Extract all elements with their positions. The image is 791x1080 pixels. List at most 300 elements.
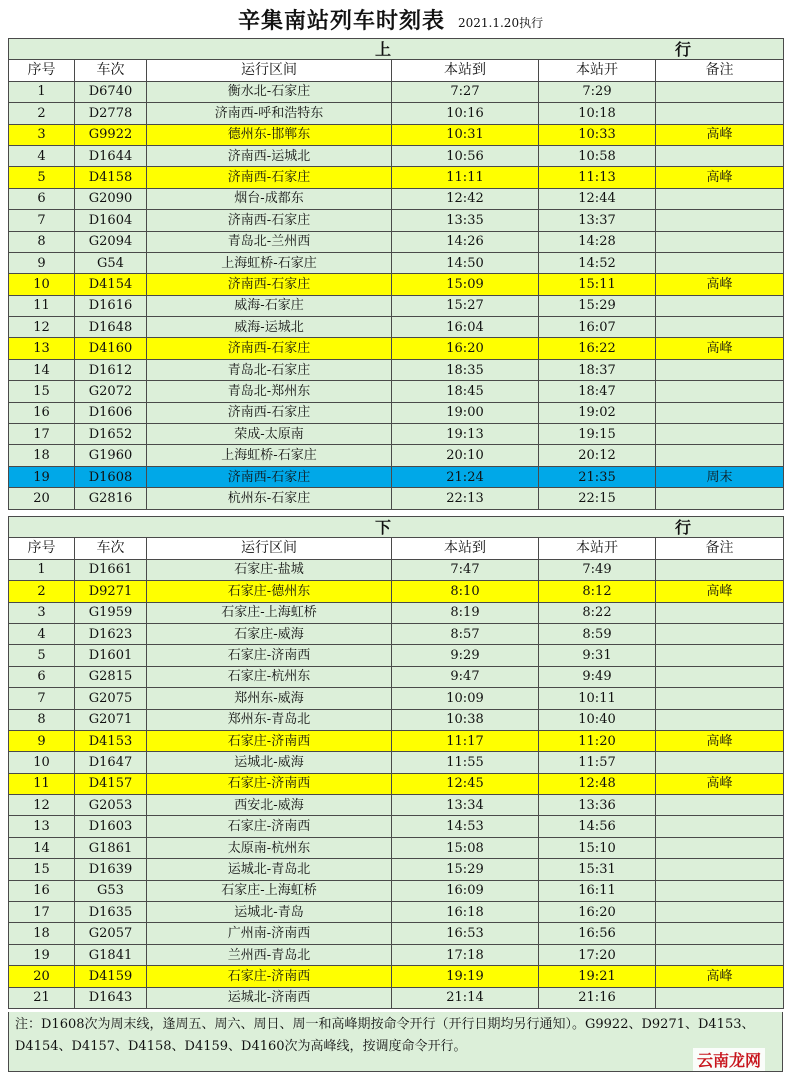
direction-char-1: 下 — [374, 517, 391, 537]
col-header-arrive: 本站到 — [392, 60, 539, 81]
col-header-train: 车次 — [75, 60, 147, 81]
cell-depart: 10:58 — [539, 145, 656, 166]
col-header-arrive: 本站到 — [392, 538, 539, 559]
cell-train: D1616 — [75, 295, 147, 316]
cell-train: D1643 — [75, 987, 147, 1008]
cell-train: G2057 — [75, 923, 147, 944]
cell-route: 运城北-济南西 — [147, 987, 392, 1008]
table-row — [9, 837, 784, 858]
cell-no: 19 — [9, 944, 75, 965]
cell-train: D9271 — [75, 581, 147, 602]
cell-depart: 13:36 — [539, 795, 656, 816]
cell-remark — [656, 837, 784, 858]
cell-arrive: 12:45 — [392, 773, 539, 794]
table-row — [9, 816, 784, 837]
cell-route: 济南西-石家庄 — [147, 402, 392, 423]
cell-depart: 11:13 — [539, 167, 656, 188]
cell-no: 7 — [9, 688, 75, 709]
cell-arrive: 18:35 — [392, 359, 539, 380]
effective-date: 2021.1.20执行 — [458, 16, 544, 30]
cell-no: 6 — [9, 666, 75, 687]
cell-train: D1647 — [75, 752, 147, 773]
cell-arrive: 16:20 — [392, 338, 539, 359]
cell-train: G2072 — [75, 381, 147, 402]
cell-depart: 7:49 — [539, 559, 656, 580]
cell-arrive: 21:24 — [392, 466, 539, 487]
cell-no: 14 — [9, 837, 75, 858]
cell-depart: 22:15 — [539, 488, 656, 509]
table-row — [9, 880, 784, 901]
cell-no: 9 — [9, 730, 75, 751]
cell-depart: 16:22 — [539, 338, 656, 359]
cell-no: 10 — [9, 752, 75, 773]
col-header-route: 运行区间 — [147, 538, 392, 559]
cell-remark: 高峰 — [656, 124, 784, 145]
cell-no: 17 — [9, 902, 75, 923]
cell-route: 济南西-石家庄 — [147, 466, 392, 487]
cell-route: 石家庄-济南西 — [147, 966, 392, 987]
cell-train: G1959 — [75, 602, 147, 623]
cell-remark — [656, 752, 784, 773]
cell-route: 石家庄-济南西 — [147, 816, 392, 837]
table-row — [9, 103, 784, 124]
table-row — [9, 424, 784, 445]
cell-depart: 15:10 — [539, 837, 656, 858]
table-row — [9, 381, 784, 402]
cell-no: 15 — [9, 859, 75, 880]
cell-train: D1648 — [75, 317, 147, 338]
cell-depart: 8:22 — [539, 602, 656, 623]
cell-depart: 10:18 — [539, 103, 656, 124]
cell-depart: 19:02 — [539, 402, 656, 423]
cell-depart: 18:37 — [539, 359, 656, 380]
direction-char-1: 上 — [374, 39, 391, 59]
cell-remark: 高峰 — [656, 966, 784, 987]
cell-arrive: 11:55 — [392, 752, 539, 773]
cell-train: D1639 — [75, 859, 147, 880]
cell-arrive: 15:09 — [392, 274, 539, 295]
cell-remark — [656, 252, 784, 273]
cell-no: 16 — [9, 402, 75, 423]
cell-arrive: 15:29 — [392, 859, 539, 880]
cell-remark — [656, 688, 784, 709]
cell-route: 西安北-威海 — [147, 795, 392, 816]
cell-train: D4153 — [75, 730, 147, 751]
cell-no: 12 — [9, 795, 75, 816]
cell-depart: 9:31 — [539, 645, 656, 666]
cell-route: 青岛北-郑州东 — [147, 381, 392, 402]
cell-no: 2 — [9, 103, 75, 124]
cell-arrive: 8:10 — [392, 581, 539, 602]
cell-no: 11 — [9, 773, 75, 794]
table-row — [9, 210, 784, 231]
cell-no: 20 — [9, 966, 75, 987]
cell-no: 17 — [9, 424, 75, 445]
direction-label — [9, 517, 784, 538]
cell-train: D1661 — [75, 559, 147, 580]
cell-no: 21 — [9, 987, 75, 1008]
cell-depart: 9:49 — [539, 666, 656, 687]
cell-arrive: 12:42 — [392, 188, 539, 209]
col-header-no: 序号 — [9, 60, 75, 81]
cell-remark — [656, 81, 784, 102]
cell-arrive: 21:14 — [392, 987, 539, 1008]
cell-remark — [656, 381, 784, 402]
col-header-remark: 备注 — [656, 60, 784, 81]
table-row — [9, 274, 784, 295]
table-row — [9, 581, 784, 602]
cell-route: 烟台-成都东 — [147, 188, 392, 209]
table-row — [9, 338, 784, 359]
cell-route: 石家庄-上海虹桥 — [147, 602, 392, 623]
cell-remark: 高峰 — [656, 730, 784, 751]
cell-depart: 21:35 — [539, 466, 656, 487]
cell-arrive: 16:53 — [392, 923, 539, 944]
watermark-logo: 云南龙网 — [693, 1048, 765, 1071]
cell-no: 9 — [9, 252, 75, 273]
cell-depart: 16:11 — [539, 880, 656, 901]
cell-no: 1 — [9, 81, 75, 102]
cell-remark — [656, 902, 784, 923]
cell-no: 16 — [9, 880, 75, 901]
cell-arrive: 9:29 — [392, 645, 539, 666]
table-row — [9, 231, 784, 252]
cell-depart: 15:31 — [539, 859, 656, 880]
cell-no: 8 — [9, 231, 75, 252]
cell-route: 上海虹桥-石家庄 — [147, 252, 392, 273]
table-row — [9, 602, 784, 623]
cell-no: 12 — [9, 317, 75, 338]
cell-arrive: 8:57 — [392, 623, 539, 644]
cell-remark — [656, 645, 784, 666]
cell-train: D4160 — [75, 338, 147, 359]
cell-no: 6 — [9, 188, 75, 209]
cell-depart: 8:12 — [539, 581, 656, 602]
cell-remark — [656, 602, 784, 623]
cell-depart: 17:20 — [539, 944, 656, 965]
cell-arrive: 8:19 — [392, 602, 539, 623]
cell-remark — [656, 445, 784, 466]
table-row — [9, 188, 784, 209]
cell-no: 5 — [9, 645, 75, 666]
table-row — [9, 966, 784, 987]
title-row — [0, 0, 791, 38]
cell-depart: 16:56 — [539, 923, 656, 944]
cell-remark: 高峰 — [656, 773, 784, 794]
down-direction-table — [8, 516, 784, 1009]
cell-arrive: 19:00 — [392, 402, 539, 423]
cell-depart: 14:28 — [539, 231, 656, 252]
cell-depart: 18:47 — [539, 381, 656, 402]
cell-depart: 14:56 — [539, 816, 656, 837]
cell-train: G9922 — [75, 124, 147, 145]
cell-route: 济南西-石家庄 — [147, 274, 392, 295]
cell-arrive: 14:53 — [392, 816, 539, 837]
cell-no: 7 — [9, 210, 75, 231]
cell-arrive: 7:47 — [392, 559, 539, 580]
cell-depart: 15:29 — [539, 295, 656, 316]
direction-header-up — [9, 39, 784, 60]
cell-no: 2 — [9, 581, 75, 602]
cell-train: D1623 — [75, 623, 147, 644]
cell-arrive: 18:45 — [392, 381, 539, 402]
cell-remark: 高峰 — [656, 581, 784, 602]
cell-depart: 20:12 — [539, 445, 656, 466]
cell-no: 20 — [9, 488, 75, 509]
table-row — [9, 81, 784, 102]
col-header-route: 运行区间 — [147, 60, 392, 81]
table-row — [9, 795, 784, 816]
cell-arrive: 13:35 — [392, 210, 539, 231]
cell-remark — [656, 559, 784, 580]
cell-no: 8 — [9, 709, 75, 730]
cell-train: D1601 — [75, 645, 147, 666]
cell-remark — [656, 666, 784, 687]
cell-arrive: 15:08 — [392, 837, 539, 858]
cell-no: 15 — [9, 381, 75, 402]
table-row — [9, 666, 784, 687]
cell-depart: 16:07 — [539, 317, 656, 338]
cell-depart: 16:20 — [539, 902, 656, 923]
cell-route: 石家庄-盐城 — [147, 559, 392, 580]
cell-route: 济南西-石家庄 — [147, 338, 392, 359]
table-row — [9, 944, 784, 965]
direction-char-2: 行 — [674, 39, 691, 59]
cell-route: 济南西-呼和浩特东 — [147, 103, 392, 124]
cell-route: 石家庄-威海 — [147, 623, 392, 644]
cell-route: 德州东-邯郸东 — [147, 124, 392, 145]
cell-no: 13 — [9, 816, 75, 837]
cell-route: 济南西-石家庄 — [147, 167, 392, 188]
cell-arrive: 19:13 — [392, 424, 539, 445]
cell-train: D6740 — [75, 81, 147, 102]
cell-remark — [656, 424, 784, 445]
cell-remark: 高峰 — [656, 338, 784, 359]
cell-no: 19 — [9, 466, 75, 487]
cell-train: G2094 — [75, 231, 147, 252]
cell-remark — [656, 880, 784, 901]
cell-train: G1960 — [75, 445, 147, 466]
cell-depart: 10:40 — [539, 709, 656, 730]
cell-arrive: 20:10 — [392, 445, 539, 466]
cell-arrive: 22:13 — [392, 488, 539, 509]
cell-route: 荣成-太原南 — [147, 424, 392, 445]
cell-depart: 10:11 — [539, 688, 656, 709]
direction-char-2: 行 — [674, 517, 691, 537]
cell-remark: 周末 — [656, 466, 784, 487]
cell-train: D1612 — [75, 359, 147, 380]
cell-route: 太原南-杭州东 — [147, 837, 392, 858]
cell-train: D4159 — [75, 966, 147, 987]
col-header-remark: 备注 — [656, 538, 784, 559]
cell-no: 3 — [9, 602, 75, 623]
cell-arrive: 10:09 — [392, 688, 539, 709]
cell-train: G2053 — [75, 795, 147, 816]
table-row — [9, 317, 784, 338]
cell-depart: 14:52 — [539, 252, 656, 273]
column-header-row — [9, 538, 784, 559]
cell-train: G1841 — [75, 944, 147, 965]
cell-route: 广州南-济南西 — [147, 923, 392, 944]
cell-remark — [656, 188, 784, 209]
cell-depart: 21:16 — [539, 987, 656, 1008]
cell-train: D1644 — [75, 145, 147, 166]
cell-route: 威海-石家庄 — [147, 295, 392, 316]
cell-train: G53 — [75, 880, 147, 901]
cell-route: 衡水北-石家庄 — [147, 81, 392, 102]
cell-route: 青岛北-石家庄 — [147, 359, 392, 380]
table-row — [9, 773, 784, 794]
table-row — [9, 295, 784, 316]
cell-train: D4154 — [75, 274, 147, 295]
cell-train: G2815 — [75, 666, 147, 687]
up-table-body — [9, 39, 784, 510]
cell-route: 济南西-石家庄 — [147, 210, 392, 231]
cell-remark — [656, 944, 784, 965]
table-row — [9, 445, 784, 466]
cell-remark: 高峰 — [656, 274, 784, 295]
cell-no: 18 — [9, 445, 75, 466]
cell-depart: 8:59 — [539, 623, 656, 644]
cell-route: 运城北-青岛 — [147, 902, 392, 923]
cell-depart: 19:21 — [539, 966, 656, 987]
cell-route: 杭州东-石家庄 — [147, 488, 392, 509]
cell-train: G2816 — [75, 488, 147, 509]
cell-train: D1603 — [75, 816, 147, 837]
cell-train: D1604 — [75, 210, 147, 231]
cell-depart: 19:15 — [539, 424, 656, 445]
cell-remark — [656, 859, 784, 880]
cell-arrive: 11:11 — [392, 167, 539, 188]
cell-no: 14 — [9, 359, 75, 380]
cell-depart: 12:44 — [539, 188, 656, 209]
footnote: 注：D1608次为周末线，逢周五、周六、周日、周一和高峰期按命令开行（开行日期均另行通知）。G9922、D9271、D4153、D4154、D4157、D4158、D4159、D4160次为高峰线，按调度命令开行。 — [8, 1012, 783, 1072]
cell-remark — [656, 709, 784, 730]
cell-train: D1606 — [75, 402, 147, 423]
cell-route: 郑州东-威海 — [147, 688, 392, 709]
col-header-no: 序号 — [9, 538, 75, 559]
cell-remark: 高峰 — [656, 167, 784, 188]
cell-remark — [656, 103, 784, 124]
cell-remark — [656, 145, 784, 166]
cell-route: 石家庄-济南西 — [147, 730, 392, 751]
up-direction-table — [8, 38, 784, 510]
cell-arrive: 16:09 — [392, 880, 539, 901]
table-row — [9, 623, 784, 644]
cell-depart: 12:48 — [539, 773, 656, 794]
table-row — [9, 252, 784, 273]
page-title: 辛集南站列车时刻表 — [238, 8, 446, 34]
cell-depart: 7:29 — [539, 81, 656, 102]
cell-no: 5 — [9, 167, 75, 188]
cell-remark — [656, 488, 784, 509]
cell-remark — [656, 623, 784, 644]
cell-depart: 15:11 — [539, 274, 656, 295]
cell-arrive: 10:38 — [392, 709, 539, 730]
col-header-train: 车次 — [75, 538, 147, 559]
cell-train: G2075 — [75, 688, 147, 709]
table-row — [9, 466, 784, 487]
table-row — [9, 923, 784, 944]
table-row — [9, 730, 784, 751]
cell-remark — [656, 795, 784, 816]
cell-remark — [656, 295, 784, 316]
table-row — [9, 488, 784, 509]
cell-no: 1 — [9, 559, 75, 580]
cell-train: D4158 — [75, 167, 147, 188]
col-header-depart: 本站开 — [539, 60, 656, 81]
cell-remark — [656, 317, 784, 338]
cell-train: D1608 — [75, 466, 147, 487]
cell-remark — [656, 923, 784, 944]
cell-arrive: 15:27 — [392, 295, 539, 316]
cell-route: 石家庄-上海虹桥 — [147, 880, 392, 901]
cell-arrive: 11:17 — [392, 730, 539, 751]
cell-no: 11 — [9, 295, 75, 316]
cell-remark — [656, 816, 784, 837]
cell-route: 石家庄-杭州东 — [147, 666, 392, 687]
cell-route: 运城北-威海 — [147, 752, 392, 773]
cell-route: 石家庄-济南西 — [147, 645, 392, 666]
cell-route: 运城北-青岛北 — [147, 859, 392, 880]
cell-train: D1635 — [75, 902, 147, 923]
cell-arrive: 13:34 — [392, 795, 539, 816]
cell-no: 4 — [9, 145, 75, 166]
direction-header-down — [9, 517, 784, 538]
table-row — [9, 559, 784, 580]
table-row — [9, 402, 784, 423]
cell-route: 兰州西-青岛北 — [147, 944, 392, 965]
cell-remark — [656, 987, 784, 1008]
cell-train: D2778 — [75, 103, 147, 124]
cell-remark — [656, 402, 784, 423]
cell-arrive: 14:26 — [392, 231, 539, 252]
cell-arrive: 9:47 — [392, 666, 539, 687]
down-table-body — [9, 517, 784, 1009]
cell-route: 石家庄-德州东 — [147, 581, 392, 602]
cell-arrive: 17:18 — [392, 944, 539, 965]
cell-arrive: 14:50 — [392, 252, 539, 273]
cell-arrive: 7:27 — [392, 81, 539, 102]
cell-route: 威海-运城北 — [147, 317, 392, 338]
table-row — [9, 688, 784, 709]
table-row — [9, 359, 784, 380]
table-row — [9, 859, 784, 880]
table-row — [9, 709, 784, 730]
table-row — [9, 145, 784, 166]
cell-no: 4 — [9, 623, 75, 644]
cell-no: 18 — [9, 923, 75, 944]
cell-depart: 11:57 — [539, 752, 656, 773]
cell-train: D1652 — [75, 424, 147, 445]
cell-train: G2071 — [75, 709, 147, 730]
cell-train: G1861 — [75, 837, 147, 858]
table-row — [9, 167, 784, 188]
table-row — [9, 987, 784, 1008]
cell-route: 郑州东-青岛北 — [147, 709, 392, 730]
cell-depart: 11:20 — [539, 730, 656, 751]
cell-arrive: 19:19 — [392, 966, 539, 987]
cell-depart: 13:37 — [539, 210, 656, 231]
cell-no: 3 — [9, 124, 75, 145]
cell-arrive: 10:31 — [392, 124, 539, 145]
cell-train: G54 — [75, 252, 147, 273]
cell-route: 石家庄-济南西 — [147, 773, 392, 794]
cell-train: D4157 — [75, 773, 147, 794]
cell-remark — [656, 210, 784, 231]
direction-label — [9, 39, 784, 60]
cell-remark — [656, 231, 784, 252]
